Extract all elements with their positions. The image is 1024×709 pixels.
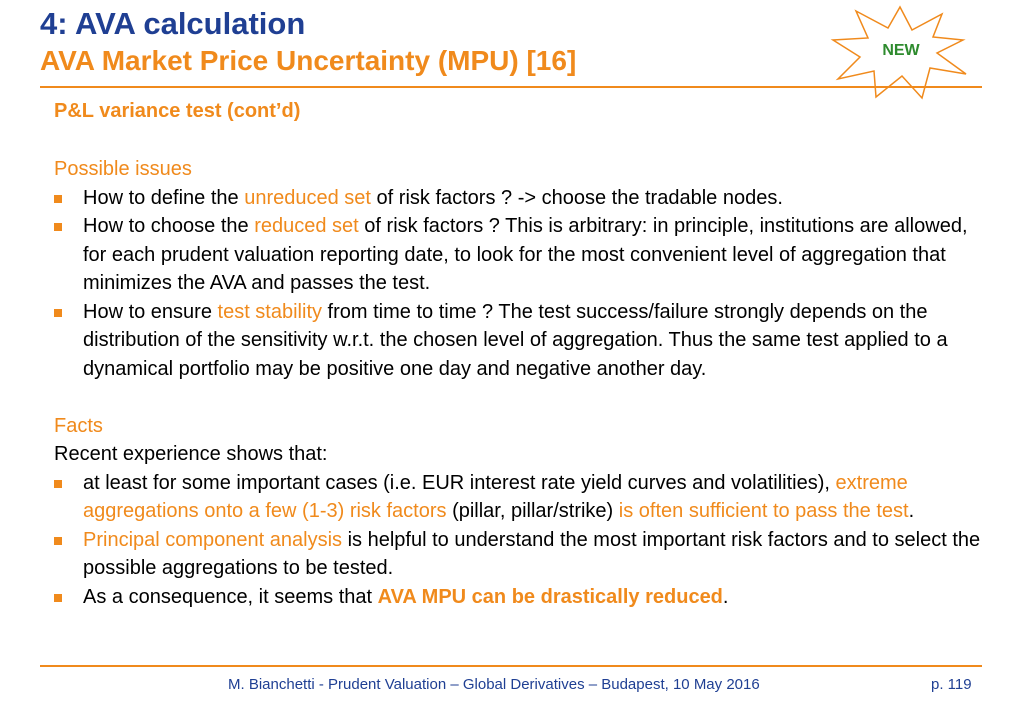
item-text: of risk factors ? -> choose the tradable nodes. — [370, 186, 783, 209]
highlight-text: reduced set — [254, 215, 359, 237]
square-bullet-icon — [54, 537, 62, 545]
page-title: 4: AVA calculation — [40, 6, 306, 41]
header-divider — [40, 86, 982, 88]
issues-heading: Possible issues — [54, 158, 192, 180]
footer-divider — [40, 665, 982, 667]
list-item — [54, 583, 984, 612]
slide-body — [54, 155, 984, 611]
facts-heading: Facts — [54, 414, 103, 437]
item-text: is helpful to understand the most important risk factors and to select the possible aggregations to be tested. — [83, 528, 981, 579]
item-text: (pillar, pillar/strike) — [446, 500, 619, 522]
list-item — [54, 469, 984, 526]
list-item — [54, 526, 984, 583]
spacer — [54, 383, 984, 412]
square-bullet-icon — [54, 309, 62, 317]
section-title: P&L variance test (cont’d) — [54, 100, 301, 122]
badge-label: NEW — [882, 42, 920, 59]
item-text: As a consequence, it seems that — [83, 585, 378, 608]
facts-intro: Recent experience shows that: — [54, 443, 328, 465]
highlight-text: extreme aggregations onto a few (1-3) risk factors — [83, 471, 908, 522]
item-text: . — [908, 500, 915, 522]
issues-list — [54, 184, 984, 384]
item-text: from time to time ? The test success/failure strongly depends on the distribution of the sensitivity w.r.t. the chosen level of aggregation. Thus the same test applied to a dynamical portfolio may be positive one day and negative another day. — [83, 300, 948, 380]
square-bullet-icon — [54, 594, 62, 602]
page-subtitle: AVA Market Price Uncertainty (MPU) [16] — [40, 45, 577, 76]
item-text: How to ensure — [83, 300, 218, 323]
page-number: p. 119 — [931, 676, 972, 693]
list-item — [54, 212, 984, 298]
highlight-text: is often sufficient to pass the test — [618, 500, 909, 522]
highlight-text: unreduced set — [244, 186, 371, 209]
list-item — [54, 184, 984, 213]
square-bullet-icon — [54, 223, 62, 231]
item-text: . — [722, 585, 729, 608]
emphasis-text: AVA MPU can be drastically reduced — [377, 585, 723, 608]
list-item — [54, 298, 984, 384]
item-text: How to define the — [83, 186, 245, 209]
square-bullet-icon — [54, 195, 62, 203]
facts-list — [54, 469, 984, 612]
item-text: of risk factors ? This is arbitrary: in principle, institutions are allowed, for each prudent valuation reporting date, to look for the most convenient level of aggregation that minimizes the AVA and passes the test. — [83, 215, 968, 294]
highlight-text: Principal component analysis — [83, 528, 343, 551]
item-text: at least for some important cases (i.e. EUR interest rate yield curves and volatilities), — [83, 471, 836, 494]
highlight-text: test stability — [217, 300, 322, 323]
footer-citation: M. Bianchetti - Prudent Valuation – Global Derivatives – Budapest, 10 May 2016 — [228, 676, 760, 693]
square-bullet-icon — [54, 480, 62, 488]
item-text: How to choose the — [83, 215, 255, 237]
